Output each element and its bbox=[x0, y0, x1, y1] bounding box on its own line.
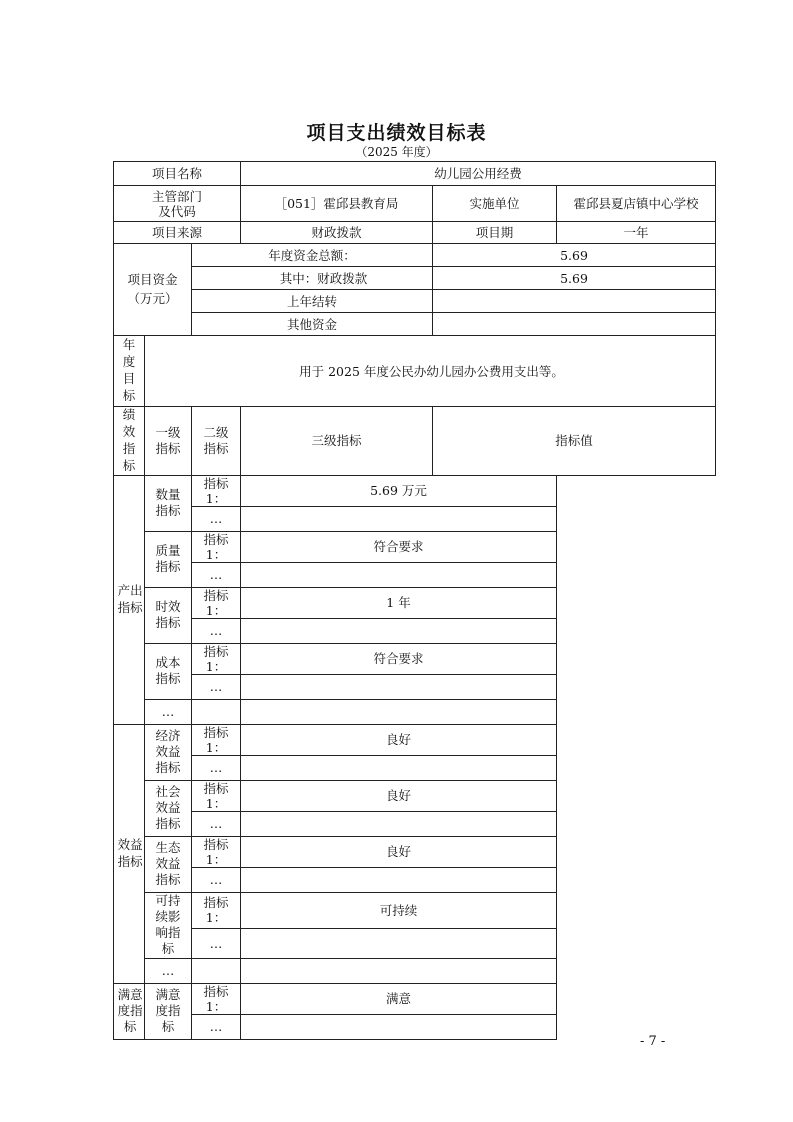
satisfaction-indicator-1-more: … bbox=[192, 1014, 241, 1039]
output-indicator-3-value: 1 年 bbox=[241, 587, 557, 618]
output-category-3-text: 时效指标 bbox=[155, 598, 181, 630]
page-number: - 7 - bbox=[640, 1034, 666, 1049]
output-category-2 bbox=[145, 531, 192, 587]
output-indicator-2-name: 指标 1： bbox=[192, 531, 241, 562]
benefit-category-3 bbox=[145, 836, 192, 892]
benefit-more-category: … bbox=[145, 958, 192, 983]
annual-total-value: 5.69 bbox=[433, 244, 716, 267]
period-value: 一年 bbox=[557, 222, 716, 244]
output-indicator-1-name: 指标 1： bbox=[192, 475, 241, 506]
of-which-label: 其中：财政拨款 bbox=[192, 267, 433, 290]
dept-value: ［051］霍邱县教育局 bbox=[241, 186, 433, 222]
funds-label-text: 项目资金（万元） bbox=[127, 271, 178, 306]
benefit-indicator-1-more-value bbox=[241, 755, 557, 780]
benefit-category-3-text: 生态效益指标 bbox=[155, 839, 181, 888]
output-group-label bbox=[114, 475, 145, 724]
benefit-category-2-text: 社会效益指标 bbox=[155, 783, 181, 832]
output-more-indicator bbox=[192, 699, 241, 724]
output-indicator-3-more: … bbox=[192, 618, 241, 643]
other-funds-value bbox=[433, 313, 716, 336]
output-indicator-4-more-value bbox=[241, 674, 557, 699]
satisfaction-indicator-1-name: 指标 1： bbox=[192, 983, 241, 1014]
annual-total-label: 年度资金总额： bbox=[192, 244, 433, 267]
benefit-indicator-1-name: 指标 1： bbox=[192, 724, 241, 755]
page-title: 项目支出绩效目标表 bbox=[306, 122, 487, 144]
benefit-indicator-4-value: 可持续 bbox=[241, 892, 557, 929]
funds-label bbox=[114, 244, 192, 336]
output-category-2-text: 质量指标 bbox=[155, 542, 181, 574]
other-funds-label: 其他资金 bbox=[192, 313, 433, 336]
benefit-indicator-1-more: … bbox=[192, 755, 241, 780]
output-indicator-2-more: … bbox=[192, 562, 241, 587]
of-which-value: 5.69 bbox=[433, 267, 716, 290]
benefit-indicator-2-value: 良好 bbox=[241, 780, 557, 811]
output-indicator-3-name: 指标 1： bbox=[192, 587, 241, 618]
dept-label-text: 主管部门及代码 bbox=[151, 188, 202, 219]
level3-header: 三级指标 bbox=[241, 407, 433, 476]
benefit-indicator-4-more-value bbox=[241, 929, 557, 958]
period-label: 项目期 bbox=[433, 222, 557, 244]
benefit-indicator-2-more: … bbox=[192, 811, 241, 836]
last-year-label: 上年结转 bbox=[192, 290, 433, 313]
output-group-label-text: 产出指标 bbox=[117, 583, 143, 615]
satisfaction-category-1 bbox=[145, 983, 192, 1039]
output-indicator-4-name: 指标 1： bbox=[192, 643, 241, 674]
level2-header-text: 二级指标 bbox=[203, 424, 229, 456]
output-more-value bbox=[241, 699, 557, 724]
benefit-group-label bbox=[114, 724, 145, 983]
output-indicator-2-more-value bbox=[241, 562, 557, 587]
performance-indicators-text: 绩效指标 bbox=[122, 407, 136, 473]
impl-unit-value: 霍邱县夏店镇中心学校 bbox=[557, 186, 716, 222]
output-category-3 bbox=[145, 587, 192, 643]
level1-header-text: 一级指标 bbox=[155, 424, 181, 456]
output-category-1-text: 数量指标 bbox=[155, 486, 181, 518]
benefit-indicator-3-value: 良好 bbox=[241, 836, 557, 867]
indicator-value-header: 指标值 bbox=[433, 407, 716, 476]
output-indicator-3-more-value bbox=[241, 618, 557, 643]
source-value: 财政拨款 bbox=[241, 222, 433, 244]
project-name-value: 幼儿园公用经费 bbox=[241, 162, 716, 186]
source-label: 项目来源 bbox=[114, 222, 241, 244]
benefit-category-1-text: 经济效益指标 bbox=[155, 727, 181, 776]
benefit-indicator-2-more-value bbox=[241, 811, 557, 836]
project-name-label: 项目名称 bbox=[114, 162, 241, 186]
output-indicator-4-value: 符合要求 bbox=[241, 643, 557, 674]
benefit-category-1 bbox=[145, 724, 192, 780]
satisfaction-indicator-1-more-value bbox=[241, 1014, 557, 1039]
benefit-indicator-4-more: … bbox=[192, 929, 241, 958]
benefit-group-label-text: 效益指标 bbox=[117, 837, 143, 869]
benefit-category-4 bbox=[145, 892, 192, 958]
performance-target-table bbox=[113, 161, 716, 1040]
annual-goal-label bbox=[114, 336, 145, 407]
last-year-value bbox=[433, 290, 716, 313]
annual-goal-value: 用于 2025 年度公民办幼儿园办公费用支出等。 bbox=[145, 336, 716, 407]
benefit-indicator-3-name: 指标 1： bbox=[192, 836, 241, 867]
output-indicator-4-more: … bbox=[192, 674, 241, 699]
output-indicator-1-value: 5.69 万元 bbox=[241, 475, 557, 506]
level2-header bbox=[192, 407, 241, 476]
output-category-4-text: 成本指标 bbox=[155, 654, 181, 686]
satisfaction-group-label bbox=[114, 983, 145, 1039]
satisfaction-indicator-1-value: 满意 bbox=[241, 983, 557, 1014]
output-indicator-1-more: … bbox=[192, 506, 241, 531]
output-category-1 bbox=[145, 475, 192, 531]
benefit-more-indicator bbox=[192, 958, 241, 983]
benefit-indicator-3-more-value bbox=[241, 867, 557, 892]
output-indicator-2-value: 符合要求 bbox=[241, 531, 557, 562]
benefit-category-2 bbox=[145, 780, 192, 836]
benefit-indicator-1-value: 良好 bbox=[241, 724, 557, 755]
benefit-indicator-3-more: … bbox=[192, 867, 241, 892]
satisfaction-group-label-text: 满意度指标 bbox=[117, 986, 143, 1035]
benefit-category-4-text: 可持续影响指标 bbox=[155, 892, 181, 957]
output-category-4 bbox=[145, 643, 192, 699]
output-indicator-1-more-value bbox=[241, 506, 557, 531]
impl-unit-label: 实施单位 bbox=[433, 186, 557, 222]
level1-header bbox=[145, 407, 192, 476]
benefit-indicator-4-name: 指标 1： bbox=[192, 892, 241, 929]
dept-label bbox=[114, 186, 241, 222]
performance-indicators-label bbox=[114, 407, 145, 476]
annual-goal-label-text: 年度目标 bbox=[122, 337, 136, 403]
satisfaction-category-1-text: 满意度指标 bbox=[155, 986, 181, 1035]
benefit-indicator-2-name: 指标 1： bbox=[192, 780, 241, 811]
benefit-more-value bbox=[241, 958, 557, 983]
output-more-category: … bbox=[145, 699, 192, 724]
page-subtitle: （2025 年度） bbox=[355, 145, 438, 159]
